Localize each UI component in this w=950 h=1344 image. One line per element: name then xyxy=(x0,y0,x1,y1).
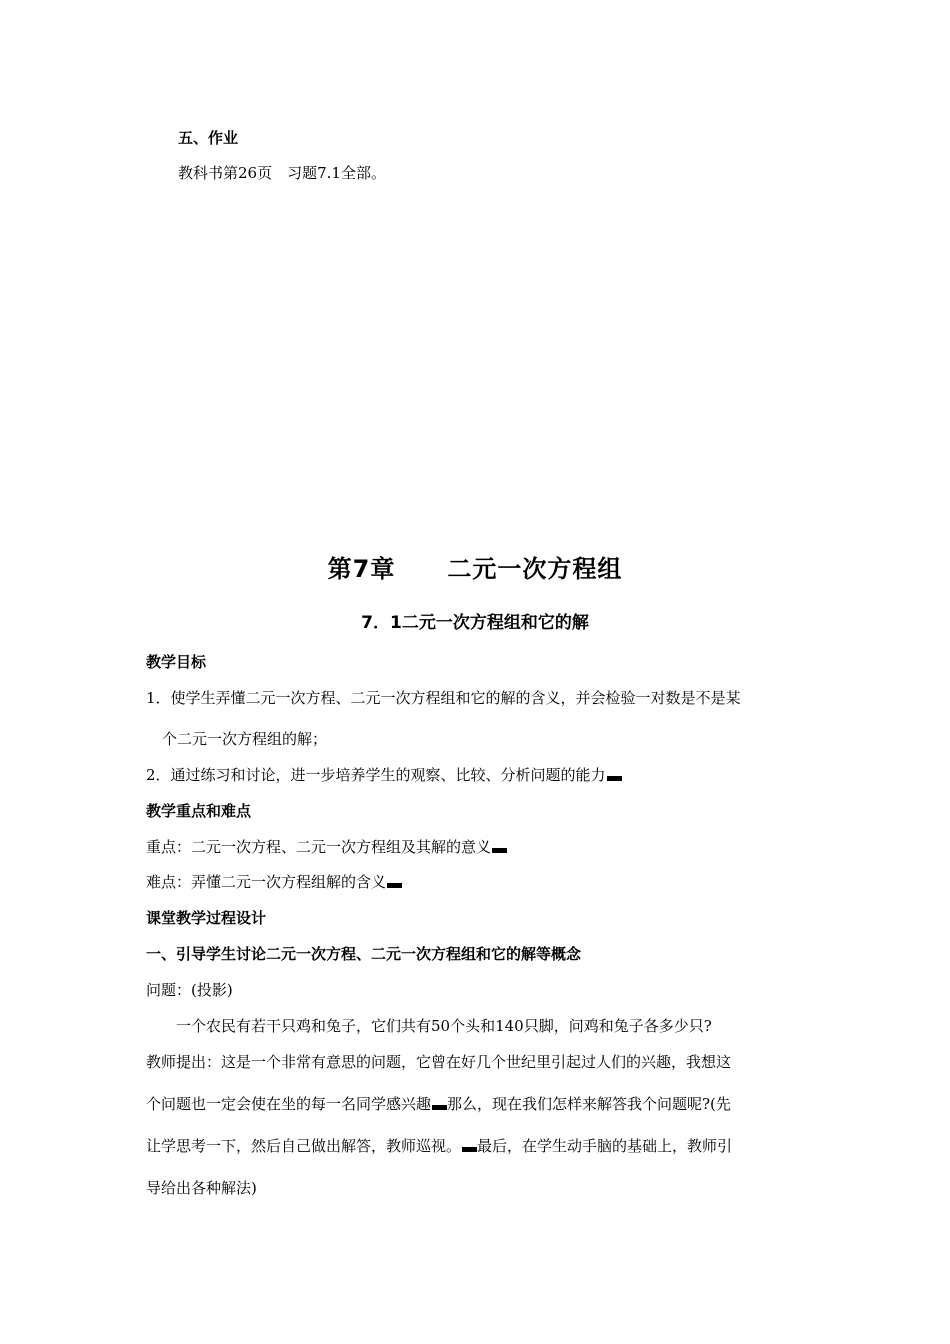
teacher-text-line-3a: 让学思考一下，然后自己做出解答，教师巡视。 xyxy=(146,1137,462,1155)
key-points-heading: 教学重点和难点 xyxy=(146,802,252,820)
homework-heading: 五、作业 xyxy=(178,129,239,147)
teacher-text-line-2a: 个问题也一定会使在坐的每一名同学感兴趣 xyxy=(146,1095,432,1113)
period-mark-icon xyxy=(387,883,402,888)
goal-item-1-line-1: 1．使学生弄懂二元一次方程、二元一次方程组和它的解的含义，并会检验一对数是不是某 xyxy=(146,689,741,707)
difficulty-point xyxy=(146,872,402,892)
process-heading: 课堂教学过程设计 xyxy=(146,909,267,927)
teacher-text-line-4: 导给出各种解法) xyxy=(146,1179,257,1197)
teacher-text-line-3b: 最后，在学生动手脑的基础上，教师引 xyxy=(477,1137,733,1155)
goal-item-1-line-2: 个二元一次方程组的解； xyxy=(162,730,328,748)
part1-heading: 一、引导学生讨论二元一次方程、二元一次方程组和它的解等概念 xyxy=(146,945,582,963)
chapter-number: 第7章 xyxy=(327,555,396,583)
key-point-text: 重点：二元一次方程、二元一次方程组及其解的意义 xyxy=(146,838,492,856)
homework-text: 教科书第26页 习题7.1全部。 xyxy=(178,164,386,182)
chapter-name: 二元一次方程组 xyxy=(447,555,623,583)
goal-item-2-text: 2．通过练习和讨论，进一步培养学生的观察、比较、分析问题的能力 xyxy=(146,766,606,784)
teacher-text-line-2b: 那么，现在我们怎样来解答我个问题呢?(先 xyxy=(447,1095,731,1113)
teacher-text-line-3 xyxy=(146,1136,732,1156)
goal-item-2 xyxy=(146,765,622,785)
chapter-title xyxy=(0,554,950,584)
difficulty-point-text: 难点：弄懂二元一次方程组解的含义 xyxy=(146,873,387,891)
period-mark-icon xyxy=(462,1147,477,1152)
period-mark-icon xyxy=(492,848,507,853)
section-title: 7．1二元一次方程组和它的解 xyxy=(361,613,589,633)
goals-heading: 教学目标 xyxy=(146,653,207,671)
key-point xyxy=(146,837,507,857)
period-mark-icon xyxy=(607,776,622,781)
question-label: 问题：(投影) xyxy=(146,981,233,999)
teacher-text-line-1: 教师提出：这是一个非常有意思的问题，它曾在好几个世纪里引起过人们的兴趣，我想这 xyxy=(146,1053,732,1071)
question-text: 一个农民有若干只鸡和兔子，它们共有50个头和140只脚，问鸡和兔子各多少只? xyxy=(176,1017,712,1035)
period-mark-icon xyxy=(432,1105,447,1110)
teacher-text-line-2 xyxy=(146,1094,731,1114)
